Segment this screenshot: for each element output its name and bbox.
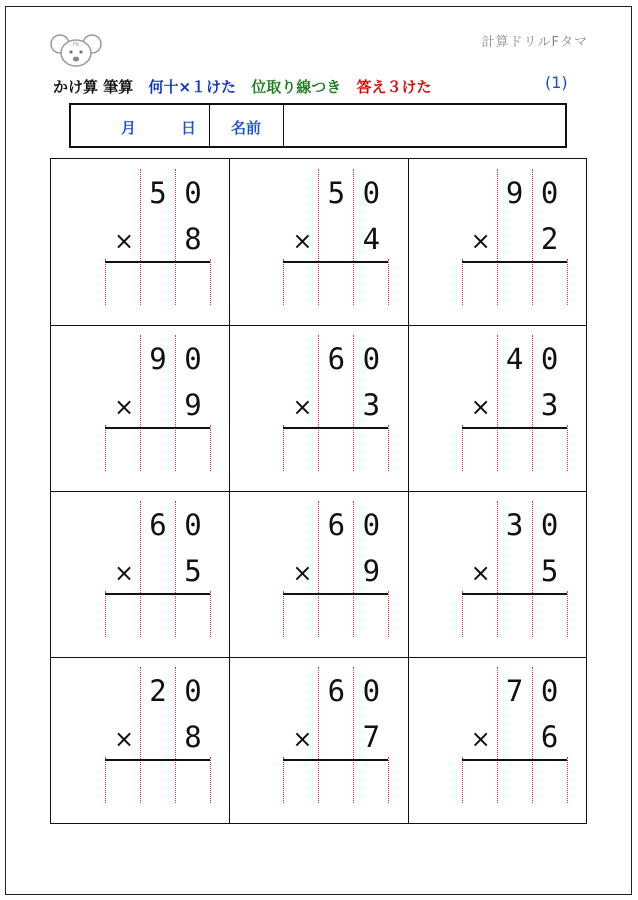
- multiply-sign: ×: [114, 725, 135, 753]
- answer-line: [283, 759, 388, 761]
- place-value-guide-line: [532, 335, 533, 471]
- multiplicand-digit: 6: [327, 508, 346, 542]
- multiplicand-digit: 2: [149, 674, 167, 708]
- place-value-guide-line: [105, 757, 106, 803]
- place-value-guide-line: [532, 667, 533, 803]
- title-part-format: 何十×１けた: [148, 78, 237, 96]
- place-value-guide-line: [532, 501, 533, 637]
- multiply-sign: ×: [292, 227, 313, 255]
- multiplicand-digit: 0: [540, 176, 559, 210]
- multiplier-digit: 3: [540, 388, 559, 422]
- problem-cell: [51, 159, 230, 326]
- multiply-sign: ×: [114, 393, 135, 421]
- answer-line: [462, 261, 567, 263]
- multiplicand-digit: 0: [362, 674, 381, 708]
- place-value-guide-line: [388, 259, 389, 305]
- multiplicand-digit: 9: [505, 176, 524, 210]
- multiply-sign: ×: [292, 393, 313, 421]
- place-value-guide-line: [567, 259, 568, 305]
- place-value-guide-line: [353, 667, 354, 803]
- name-box-divider: [209, 105, 210, 146]
- multiplicand-digit: 0: [184, 176, 202, 210]
- multiplier-digit: 4: [362, 222, 381, 256]
- place-value-guide-line: [105, 259, 106, 305]
- multiply-sign: ×: [470, 559, 491, 587]
- place-value-guide-line: [140, 501, 141, 637]
- multiplicand-digit: 0: [184, 342, 202, 376]
- multiplier-digit: 9: [184, 388, 202, 422]
- problem-cell: [408, 657, 587, 824]
- place-value-guide-line: [175, 335, 176, 471]
- place-value-guide-line: [497, 501, 498, 637]
- name-box: [69, 103, 567, 148]
- place-value-guide-line: [462, 425, 463, 471]
- problem-cell: [229, 657, 408, 824]
- answer-line: [105, 427, 210, 429]
- problem-cell: [229, 491, 408, 658]
- place-value-guide-line: [283, 425, 284, 471]
- place-value-guide-line: [318, 501, 319, 637]
- place-value-guide-line: [283, 757, 284, 803]
- svg-text:Fb: Fb: [72, 42, 80, 48]
- multiplicand-digit: 0: [184, 508, 202, 542]
- place-value-guide-line: [210, 757, 211, 803]
- problem-cell: [229, 159, 408, 326]
- answer-line: [105, 261, 210, 263]
- multiplier-digit: 5: [184, 554, 202, 588]
- name-label: 名前: [231, 119, 262, 137]
- problem-cell: [408, 159, 587, 326]
- place-value-guide-line: [353, 335, 354, 471]
- answer-line: [462, 593, 567, 595]
- place-value-guide-line: [353, 169, 354, 305]
- place-value-guide-line: [462, 757, 463, 803]
- answer-line: [283, 261, 388, 263]
- problem-cell: [229, 325, 408, 492]
- page-number: (1): [545, 73, 568, 92]
- multiplier-digit: 5: [540, 554, 559, 588]
- answer-line: [283, 427, 388, 429]
- problem-grid: [50, 158, 587, 824]
- multiplier-digit: 6: [540, 720, 559, 754]
- title-part-operation: かけ算 筆算: [53, 78, 134, 96]
- multiplicand-digit: 5: [149, 176, 167, 210]
- problem-cell: [408, 491, 587, 658]
- answer-line: [105, 593, 210, 595]
- multiplier-digit: 8: [184, 720, 202, 754]
- multiplicand-digit: 4: [505, 342, 524, 376]
- place-value-guide-line: [567, 757, 568, 803]
- place-value-guide-line: [318, 169, 319, 305]
- month-label: 月: [121, 119, 137, 137]
- mouse-logo-icon: [50, 30, 102, 70]
- place-value-guide-line: [462, 259, 463, 305]
- place-value-guide-line: [388, 425, 389, 471]
- multiply-sign: ×: [114, 559, 135, 587]
- place-value-guide-line: [318, 667, 319, 803]
- day-label: 日: [181, 119, 197, 137]
- place-value-guide-line: [497, 335, 498, 471]
- multiplier-digit: 9: [362, 554, 381, 588]
- multiplicand-digit: 0: [184, 674, 202, 708]
- place-value-guide-line: [105, 591, 106, 637]
- multiplicand-digit: 0: [362, 342, 381, 376]
- multiplicand-digit: 5: [327, 176, 346, 210]
- answer-line: [283, 593, 388, 595]
- place-value-guide-line: [318, 335, 319, 471]
- place-value-guide-line: [175, 667, 176, 803]
- multiplicand-digit: 3: [505, 508, 524, 542]
- multiplicand-digit: 0: [540, 508, 559, 542]
- problem-cell: [51, 325, 230, 492]
- place-value-guide-line: [283, 591, 284, 637]
- place-value-guide-line: [353, 501, 354, 637]
- multiplicand-digit: 6: [327, 674, 346, 708]
- place-value-guide-line: [140, 335, 141, 471]
- multiplicand-digit: 0: [362, 508, 381, 542]
- place-value-guide-line: [210, 259, 211, 305]
- place-value-guide-line: [497, 169, 498, 305]
- multiplier-digit: 7: [362, 720, 381, 754]
- place-value-guide-line: [140, 667, 141, 803]
- multiplicand-digit: 0: [540, 674, 559, 708]
- multiplicand-digit: 0: [540, 342, 559, 376]
- place-value-guide-line: [567, 591, 568, 637]
- worksheet-title: [53, 76, 442, 97]
- place-value-guide-line: [567, 425, 568, 471]
- multiply-sign: ×: [470, 393, 491, 421]
- place-value-guide-line: [175, 169, 176, 305]
- multiplier-digit: 8: [184, 222, 202, 256]
- title-part-answer: 答え３けた: [356, 78, 432, 96]
- multiply-sign: ×: [114, 227, 135, 255]
- place-value-guide-line: [175, 501, 176, 637]
- multiplicand-digit: 0: [362, 176, 381, 210]
- answer-line: [105, 759, 210, 761]
- problem-cell: [408, 325, 587, 492]
- title-part-guides: 位取り線つき: [251, 78, 342, 96]
- multiply-sign: ×: [292, 559, 313, 587]
- multiplicand-digit: 6: [327, 342, 346, 376]
- place-value-guide-line: [210, 591, 211, 637]
- place-value-guide-line: [388, 757, 389, 803]
- multiplicand-digit: 9: [149, 342, 167, 376]
- place-value-guide-line: [283, 259, 284, 305]
- place-value-guide-line: [210, 425, 211, 471]
- multiplier-digit: 3: [362, 388, 381, 422]
- place-value-guide-line: [140, 169, 141, 305]
- place-value-guide-line: [532, 169, 533, 305]
- multiplicand-digit: 7: [505, 674, 524, 708]
- answer-line: [462, 759, 567, 761]
- name-box-divider: [283, 105, 284, 146]
- problem-cell: [51, 491, 230, 658]
- place-value-guide-line: [105, 425, 106, 471]
- brand-label: 計算ドリルFタマ: [481, 35, 588, 50]
- place-value-guide-line: [388, 591, 389, 637]
- multiply-sign: ×: [292, 725, 313, 753]
- multiply-sign: ×: [470, 227, 491, 255]
- problem-cell: [51, 657, 230, 824]
- place-value-guide-line: [462, 591, 463, 637]
- multiplier-digit: 2: [540, 222, 559, 256]
- place-value-guide-line: [497, 667, 498, 803]
- multiply-sign: ×: [470, 725, 491, 753]
- answer-line: [462, 427, 567, 429]
- multiplicand-digit: 6: [149, 508, 167, 542]
